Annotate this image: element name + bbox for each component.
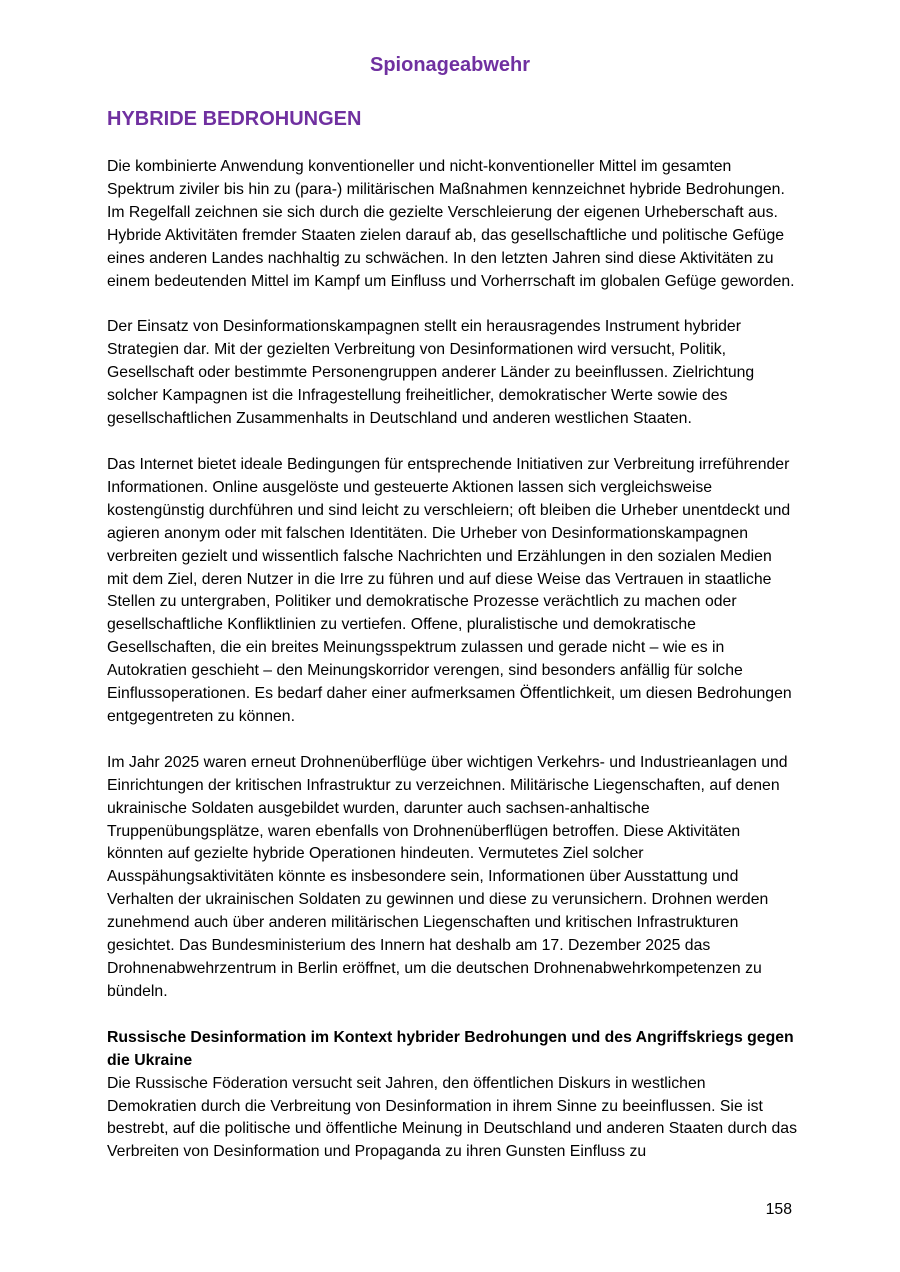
paragraph-drone-overflights: Im Jahr 2025 waren erneut Drohnenüberflüge über wichtigen Verkehrs- und Industrieanlagen und Einrichtungen der kritischen Infrastruktur zu verzeichnen. Militärische Liegenschaften, auf denen ukrainische Soldaten ausgebildet wurden, darunter auch sachsen-anhaltische Truppenübungsplätze, waren ebenfalls von Drohnenüberflügen betroffen. Diese Aktivitäten könnten auf gezielte hybride Operationen hindeuten. Vermutetes Ziel solcher Ausspähungsaktivitäten könnte es insbesondere sein, Informationen über Ausstattung und Verhalten der ukrainischen Soldaten zu gewinnen und diese zu verunsichern. Drohnen werden zunehmend auch über anderen militärischen Liegenschaften und kritischen Infrastrukturen gesichtet. Das Bundesministerium des Innern hat deshalb am 17. Dezember 2025 das Drohnenabwehrzentrum in Berlin eröffnet, um die deutschen Drohnenabwehrkompetenzen zu bündeln. xyxy=(107,753,788,1000)
subsection-heading: Russische Desinformation im Kontext hybrider Bedrohungen und des Angriffskriegs gegen die Ukraine xyxy=(107,1028,794,1069)
paragraph-internet-conditions: Das Internet bietet ideale Bedingungen für entsprechende Initiativen zur Verbreitung irreführender Informationen. Online ausgelöste und gesteuerte Aktionen lassen sich vergleichsweise kostengünstig durchführen und sind leicht zu verschleiern; oft bleiben die Urheber unentdeckt und agieren anonym oder mit falschen Identitäten. Die Urheber von Desinformationskampagnen verbreiten gezielt und wissentlich falsche Nachrichten und Erzählungen in den sozialen Medien mit dem Ziel, deren Nutzer in die Irre zu führen und auf diese Weise das Vertrauen in staatliche Stellen zu untergraben, Politiker und demokratische Prozesse verächtlich zu machen oder gesellschaftliche Konfliktlinien zu vertiefen. Offene, pluralistische und demokratische Gesellschaften, die ein breites Meinungsspektrum zulassen und gerade nicht – wie es in Autokratien geschieht – den Meinungskorridor verengen, sind besonders anfällig für solche Einflussoperationen. Es bedarf daher einer aufmerksamen Öffentlichkeit, um diesen Bedrohungen entgegentreten zu können. xyxy=(107,455,792,725)
running-header: Spionageabwehr xyxy=(369,54,531,76)
paragraph-hybrid-threats-definition: Die kombinierte Anwendung konventioneller und nicht-konventioneller Mittel im gesamten Spektrum ziviler bis hin zu (para-) militärischen Maßnahmen kennzeichnet hybride Bedrohungen. Im Regelfall zeichnen sie sich durch die gezielte Verschleierung der eigenen Urheberschaft aus. Hybride Aktivitäten fremder Staaten zielen darauf ab, das gesellschaftliche und politische Gefüge eines anderen Landes nachhaltig zu schwächen. In den letzten Jahren sind diese Aktivitäten zu einem bedeutenden Mittel im Kampf um Einfluss und Vorherrschaft im globalen Gefüge geworden. xyxy=(107,158,795,290)
paragraph-russian-disinformation: Die Russische Föderation versucht seit Jahren, den öffentlichen Diskurs in westlichen Demokratien durch die Verbreitung von Desinformation in ihrem Sinne zu beeinflussen. Sie ist bestrebt, auf die politische und öffentliche Meinung in Deutschland und anderen Staaten durch das Verbreiten von Desinformation und Propaganda zu ihren Gunsten Einfluss zu xyxy=(107,1074,797,1161)
page-number: 158 xyxy=(765,1201,792,1218)
section-title: HYBRIDE BEDROHUNGEN xyxy=(107,108,362,130)
paragraph-disinformation-campaigns: Der Einsatz von Desinformationskampagnen stellt ein herausragendes Instrument hybrider Strategien dar. Mit der gezielten Verbreitung von Desinformationen wird versucht, Politik, Gesellschaft oder bestimmte Personengruppen anderer Länder zu beeinflussen. Zielrichtung solcher Kampagnen ist die Infragestellung freiheitlicher, demokratischer Werte sowie des gesellschaftlichen Zusammenhalts in Deutschland und anderen westlichen Staaten. xyxy=(107,318,755,428)
page-content xyxy=(107,105,797,1164)
